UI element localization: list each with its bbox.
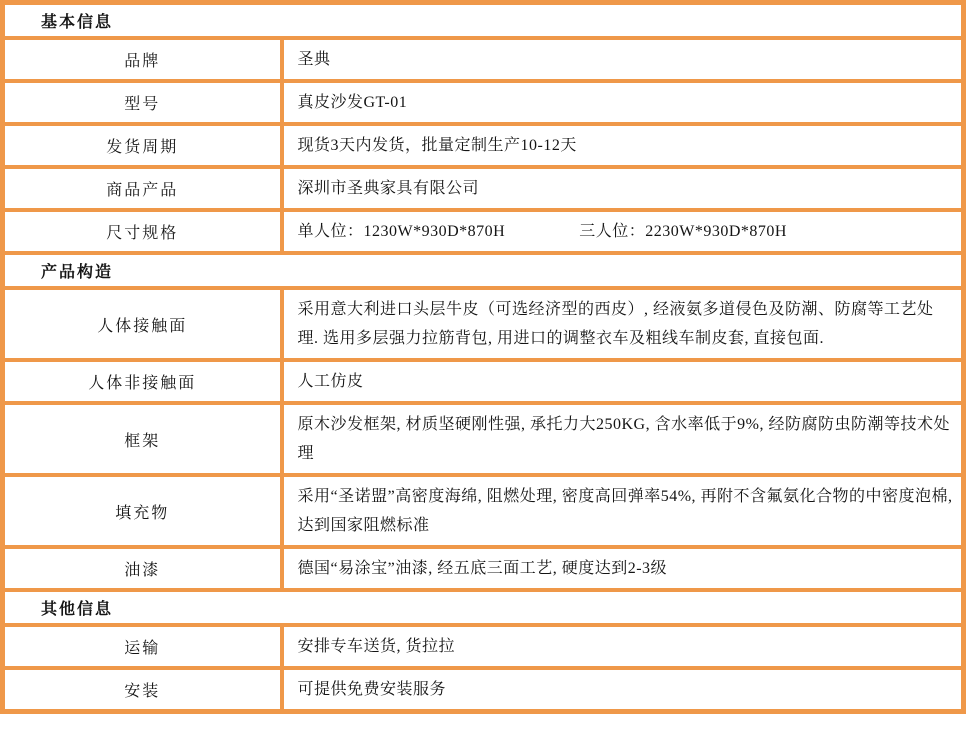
section-header-row	[3, 3, 964, 39]
spec-row	[3, 38, 964, 81]
spec-row	[3, 668, 964, 712]
spec-table-body	[3, 3, 964, 712]
spec-value	[282, 403, 964, 475]
spec-row	[3, 475, 964, 547]
section-header-row	[3, 590, 964, 625]
spec-value-text: 圣典	[297, 51, 331, 68]
spec-label: 框架	[3, 403, 282, 475]
section-title: 产品构造	[3, 253, 964, 288]
spec-value-text: 安排专车送货, 货拉拉	[297, 638, 456, 655]
spec-value-text: 原木沙发框架, 材质坚硬刚性强, 承托力大250KG, 含水率低于9%, 经防腐防虫防潮等技术处理	[297, 416, 950, 462]
spec-value-text-secondary: 三人位：2230W*930D*870H	[579, 223, 787, 240]
section-title: 其他信息	[3, 590, 964, 625]
spec-label: 商品产品	[3, 167, 282, 210]
spec-row	[3, 625, 964, 668]
spec-row	[3, 288, 964, 360]
spec-value	[282, 167, 964, 210]
spec-label: 运输	[3, 625, 282, 668]
spec-label: 人体接触面	[3, 288, 282, 360]
spec-value	[282, 288, 964, 360]
spec-label: 发货周期	[3, 124, 282, 167]
section-title: 基本信息	[3, 3, 964, 39]
spec-value	[282, 547, 964, 590]
spec-row	[3, 210, 964, 253]
spec-value-text: 人工仿皮	[297, 373, 364, 390]
spec-value	[282, 38, 964, 81]
spec-label: 品牌	[3, 38, 282, 81]
spec-label: 尺寸规格	[3, 210, 282, 253]
spec-label: 人体非接触面	[3, 360, 282, 403]
spec-value-text: 采用“圣诺盟”高密度海绵, 阻燃处理, 密度高回弹率54%, 再附不含氟氨化合物的中密度泡棉, 达到国家阻燃标准	[297, 488, 953, 534]
spec-value	[282, 475, 964, 547]
spec-row	[3, 360, 964, 403]
spec-value	[282, 124, 964, 167]
spec-row	[3, 81, 964, 124]
spec-row	[3, 403, 964, 475]
spec-row	[3, 167, 964, 210]
spec-value	[282, 668, 964, 712]
spec-value	[282, 81, 964, 124]
spec-value-text: 现货3天内发货，批量定制生产10-12天	[297, 137, 577, 154]
spec-value-text: 单人位：1230W*930D*870H	[297, 223, 506, 240]
spec-label: 油漆	[3, 547, 282, 590]
spec-value	[282, 210, 964, 253]
spec-value-text: 采用意大利进口头层牛皮（可选经济型的西皮）, 经液氨多道侵色及防潮、防腐等工艺处理. 选用多层强力拉筋背包, 用进口的调整衣车及粗线车制皮套, 直接包面.	[297, 301, 934, 347]
section-header-row	[3, 253, 964, 288]
spec-value-text: 德国“易涂宝”油漆, 经五底三面工艺, 硬度达到2-3级	[297, 560, 668, 577]
spec-value	[282, 625, 964, 668]
spec-value-text: 真皮沙发GT-01	[297, 94, 408, 111]
spec-value-text: 深圳市圣典家具有限公司	[297, 180, 480, 197]
spec-value	[282, 360, 964, 403]
spec-row	[3, 124, 964, 167]
spec-label: 型号	[3, 81, 282, 124]
spec-label: 填充物	[3, 475, 282, 547]
spec-value-text: 可提供免费安装服务	[297, 681, 447, 698]
spec-row	[3, 547, 964, 590]
spec-label: 安装	[3, 668, 282, 712]
